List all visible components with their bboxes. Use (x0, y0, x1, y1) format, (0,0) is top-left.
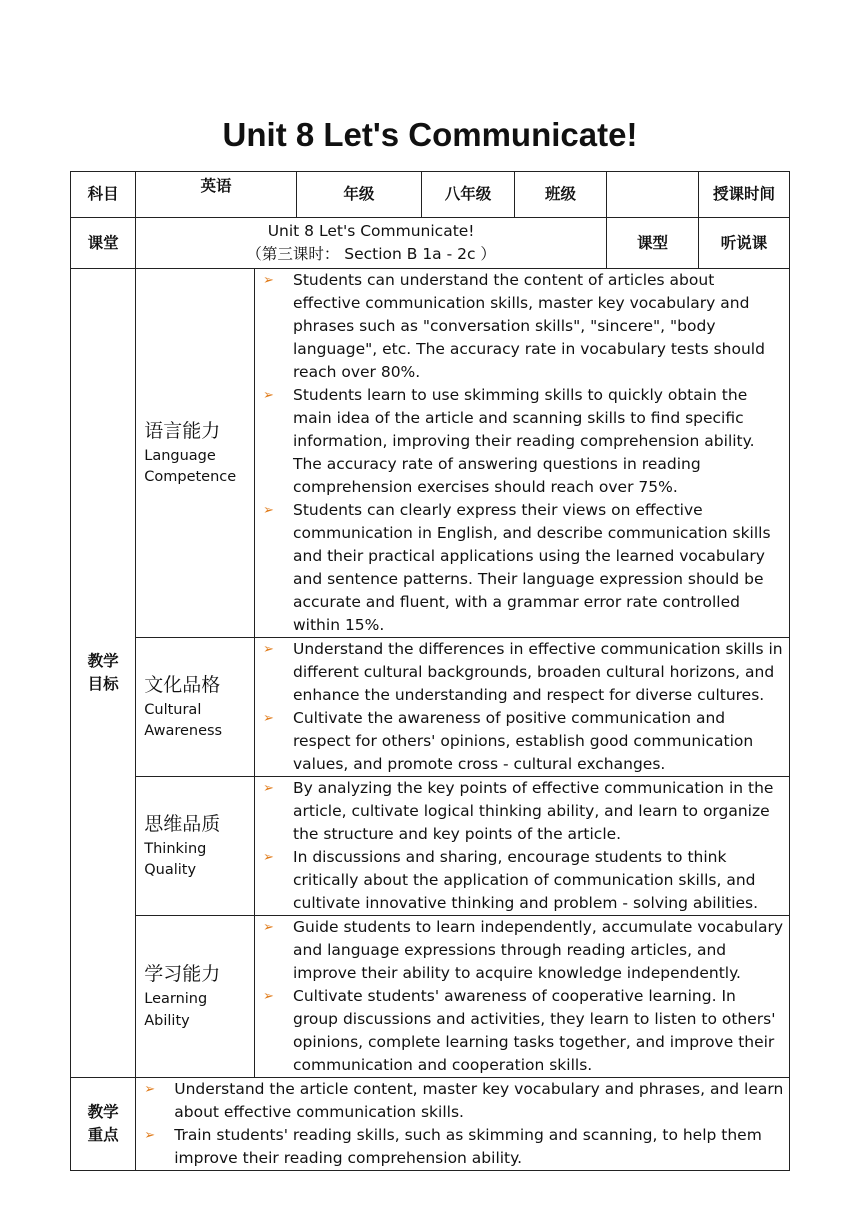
arrow-bullet-icon: ➢ (263, 711, 274, 726)
list-item: ➢ By analyzing the key points of effective communication in the article, cultivate logical thinking ability, and learn to organize the structure and key points of the article. (263, 779, 774, 843)
document-title: Unit 8 Let's Communicate! (222, 116, 638, 153)
category-en: Awareness (144, 723, 223, 739)
arrow-bullet-icon: ➢ (263, 273, 274, 288)
lesson-plan-table (70, 171, 790, 1171)
list-item: ➢ Students can clearly express their views on effective communication in English, and describe communication skills and their practical applications using the learned vocabulary and sentence patterns. Their language expression should be accurate and fluent, with a grammar error rate controlled within 15%. (263, 501, 771, 634)
arrow-bullet-icon: ➢ (263, 642, 274, 657)
subject-label: 科目 (71, 172, 136, 218)
category-language (136, 269, 255, 638)
type-value: 听说课 (699, 218, 790, 269)
objective-row-thinking (71, 777, 790, 916)
type-label: 课型 (607, 218, 699, 269)
list-item: ➢ Understand the article content, master key vocabulary and phrases, and learn about effective communication skills. (144, 1080, 784, 1121)
category-en: Thinking (144, 840, 207, 857)
list-item: ➢ Cultivate students' awareness of cooperative learning. In group discussions and activities, they learn to listen to others' opinions, complete learning tasks together, and improve their communication and cooperation skills. (263, 987, 776, 1074)
arrow-bullet-icon: ➢ (263, 503, 274, 518)
grade-label: 年级 (296, 172, 421, 218)
list-item: ➢ Students can understand the content of articles about effective communication skills, master key vocabulary and phrases such as "conversation skills", "sincere", "body language", etc. The accuracy rate in vocabulary tests should reach over 80%. (263, 271, 765, 381)
arrow-bullet-icon: ➢ (263, 920, 274, 935)
lesson-title: Unit 8 Let's Communicate! (267, 222, 475, 240)
objectives-label: 教学 目标 (71, 269, 136, 1078)
category-zh: 文化品格 (144, 673, 221, 696)
arrow-bullet-icon: ➢ (263, 989, 274, 1004)
points-culture (255, 638, 790, 777)
key-points-row (71, 1078, 790, 1171)
objective-row-language (71, 269, 790, 638)
points-learning (255, 916, 790, 1078)
list-item: ➢ In discussions and sharing, encourage students to think critically about the application of communication skills, and cultivate innovative thinking and problem - solving abilities. (263, 848, 759, 912)
category-en: Learning (144, 991, 208, 1007)
arrow-bullet-icon: ➢ (263, 388, 274, 403)
lesson-title-cell (136, 218, 607, 269)
time-label: 授课时间 (699, 172, 790, 218)
category-zh: 语言能力 (144, 419, 221, 442)
list-item: ➢ Guide students to learn independently, accumulate vocabulary and language expressions through reading articles, and improve their ability to acquire knowledge independently. (263, 918, 784, 982)
list-item: ➢ Students learn to use skimming skills to quickly obtain the main idea of the article and scanning skills to find specific information, improving their reading comprehension ability. The accuracy rate of answering questions in reading comprehension exercises should reach over 75%. (263, 386, 755, 496)
points-language (255, 269, 790, 638)
list-item: ➢ Train students' reading skills, such as skimming and scanning, to help them improve their reading comprehension ability. (144, 1126, 762, 1167)
category-en: Cultural (144, 701, 202, 718)
lesson-row (71, 218, 790, 269)
objective-row-culture (71, 638, 790, 777)
objective-row-learning (71, 916, 790, 1078)
lesson-subtitle: （第三课时： Section B 1a - 2c ） (246, 245, 496, 263)
category-thinking (136, 777, 255, 916)
points-thinking (255, 777, 790, 916)
category-zh: 思维品质 (144, 812, 221, 835)
header-row (71, 172, 790, 218)
arrow-bullet-icon: ➢ (263, 850, 274, 865)
subject-value: 英语 (136, 172, 296, 218)
arrow-bullet-icon: ➢ (144, 1128, 156, 1143)
list-item: ➢ Understand the differences in effective communication skills in different cultural backgrounds, broaden cultural horizons, and enhance the understanding and respect for diverse cultures. (263, 640, 783, 704)
category-culture (136, 638, 255, 777)
class-value (607, 172, 699, 218)
category-learning (136, 916, 255, 1078)
arrow-bullet-icon: ➢ (263, 781, 274, 796)
key-points-cell (136, 1078, 790, 1171)
category-en: Competence (144, 469, 237, 485)
key-points-label: 教学 重点 (71, 1078, 136, 1171)
category-en: Ability (144, 1012, 190, 1029)
category-zh: 学习能力 (144, 963, 221, 985)
category-en: Language (144, 447, 216, 464)
grade-value: 八年级 (421, 172, 514, 218)
category-en: Quality (144, 862, 197, 878)
list-item: ➢ Cultivate the awareness of positive communication and respect for others' opinions, establish good communication values, and promote cross - cultural exchanges. (263, 709, 754, 773)
lesson-label: 课堂 (71, 218, 136, 269)
arrow-bullet-icon: ➢ (144, 1082, 156, 1097)
class-label: 班级 (515, 172, 607, 218)
